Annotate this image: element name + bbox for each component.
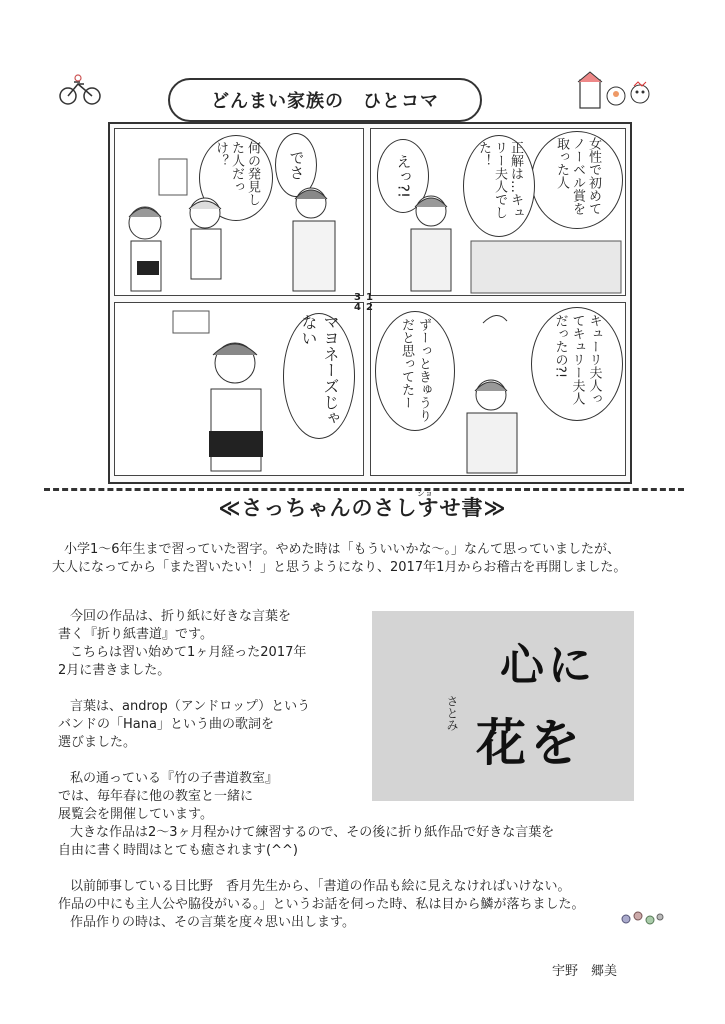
panel-number: 3 xyxy=(354,292,361,303)
comic-panel-1 xyxy=(370,128,626,296)
bicycle-icon xyxy=(58,72,102,106)
speech-bubble: 正解は…キュリー夫人でした！ xyxy=(463,135,535,237)
comic-panel-4 xyxy=(114,302,364,476)
speech-bubble: キューリ夫人ってキュリー夫人だったの?! xyxy=(531,307,623,421)
woman-illustration xyxy=(371,303,625,475)
panel-number: 4 xyxy=(354,302,361,313)
speech-bubble: でさ xyxy=(275,133,317,197)
panel-number: 1 xyxy=(366,292,373,303)
calligraphy-signature: さとみ xyxy=(445,695,459,731)
calligraphy-photo xyxy=(372,611,634,801)
section-title: ≪さっちゃんのさしすせ書≫ xyxy=(218,496,507,520)
body-left-column: 今回の作品は、折り紙に好きな言葉を 書く『折り紙書道』です。 こちらは習い始めて1ヶ月経った2017年 2月に書きました。 言葉は、androp（アンドロップ）という バンドの「Hana」という曲の歌詞を 選びました。 私の通っている『竹の子書道教室』 では、毎年春に他の教室と一緒に 展覧会を開催しています。 xyxy=(58,609,311,822)
speech-bubble: マヨネーズじゃない xyxy=(283,313,355,439)
flower-icon xyxy=(618,908,666,930)
speech-bubble: ずーっときゅうりだと思ってたー xyxy=(375,311,455,431)
intro-paragraph: 小学1～6年生まで習っていた習字。やめた時は「もういいかな～。」なんて思っていましたが、 大人になってから「また習いたい！」と思うようになり、2017年1月からお稽古を再開しました。 xyxy=(52,542,627,575)
page-title: どんまい家族の ひとコマ xyxy=(168,78,482,122)
comic-panel-2 xyxy=(370,302,626,476)
panel-number: 2 xyxy=(366,302,373,313)
speech-bubble: 女性で初めてノーベル賞を取った人 xyxy=(531,131,623,229)
woman-illustration xyxy=(371,129,625,295)
comic-panel-3 xyxy=(114,128,364,296)
speech-bubble: 何の発見した人だっけ？ xyxy=(199,135,273,221)
title-ruby: ショ xyxy=(417,489,433,498)
author-name: 宇野 郷美 xyxy=(552,964,618,979)
body-wide-column: 大きな作品は2～3ヶ月程かけて練習するので、その後に折り紙作品で好きな言葉を 自由に書く時間はとても癒されます(^^) 以前師事している日比野 香月先生から、「書道の作品も絵に見えなければいけない。 作品の中にも主人公や脇役がいる。」というお話を伺った時、私は目から鱗が落ちました。 作品作りの時は、その言葉を度々思い出します。 xyxy=(58,825,585,930)
calligraphy-text: 花を xyxy=(476,713,584,772)
dashed-divider xyxy=(44,488,684,491)
calligraphy-text: 心に xyxy=(500,640,596,691)
man-illustration xyxy=(115,303,363,475)
comic-strip xyxy=(108,122,632,484)
characters-icon xyxy=(576,70,662,114)
family-illustration xyxy=(115,129,363,295)
speech-bubble: えっ?! xyxy=(377,139,429,213)
